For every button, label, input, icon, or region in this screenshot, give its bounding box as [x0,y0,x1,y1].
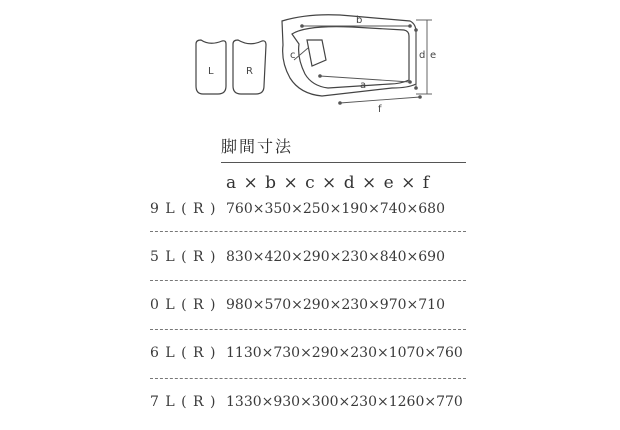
row-divider [150,231,466,232]
dim-line-f [340,97,420,103]
main-seat-inner [292,27,409,88]
row-value: 1330×930×300×230×1260×770 [226,394,463,410]
seat-connector [307,40,326,66]
left-seat-label: L [208,66,214,77]
dim-label-e: e [430,50,437,61]
dim-label-b: b [356,15,363,26]
dim-label-c: c [290,50,296,61]
dim-label-a: a [360,80,367,91]
row-label: 9 L ( R ) [150,201,217,217]
row-divider [150,329,466,330]
row-divider [150,280,466,281]
row-label: 5 L ( R ) [150,249,217,265]
page-title: 脚間寸法 [221,137,294,156]
row-value: 1130×730×290×230×1070×760 [226,345,463,361]
row-value: 980×570×290×230×970×710 [226,297,445,313]
row-divider [150,378,466,379]
row-label: 6 L ( R ) [150,345,217,361]
seat-dimension-diagram [0,0,620,130]
dim-label-d: d [419,50,426,61]
dim-label-f: f [378,104,382,115]
column-header: a × b × c × d × e × f [226,173,431,193]
row-label: 0 L ( R ) [150,297,217,313]
row-value: 830×420×290×230×840×690 [226,249,445,265]
title-underline [221,162,466,163]
dim-line-c [294,48,308,60]
right-seat-label: R [246,66,253,77]
row-label: 7 L ( R ) [150,394,217,410]
row-value: 760×350×250×190×740×680 [226,201,445,217]
